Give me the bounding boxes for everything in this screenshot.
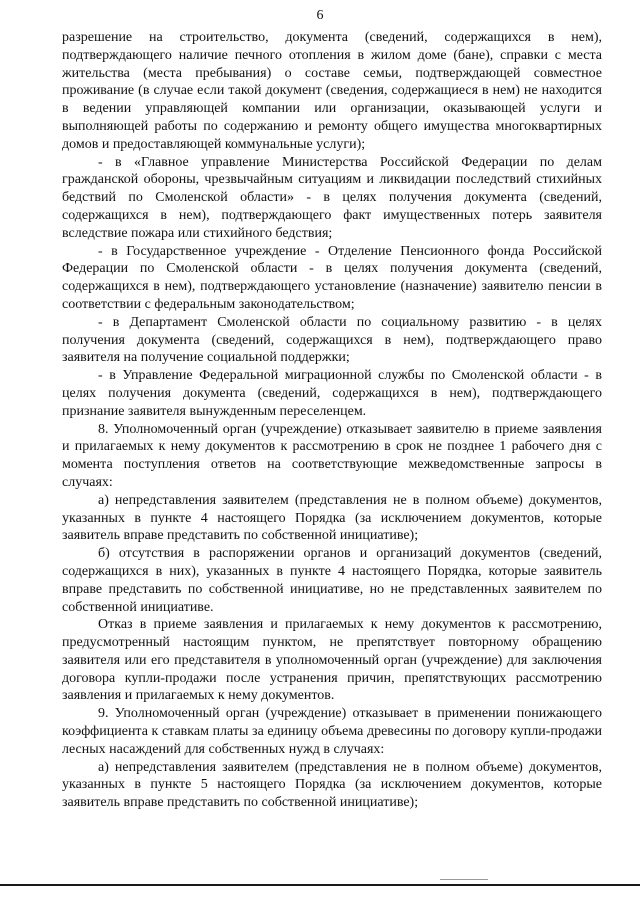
page-bottom-rule <box>0 884 640 886</box>
paragraph-social-department: - в Департамент Смоленской области по социальному развитию - в целях получения документа (сведений, содержащихся в нем), подтверждающего право заявителя на получение социальной поддержки; <box>62 314 602 366</box>
paragraph-refusal-note: Отказ в приеме заявления и прилагаемых к нему документов к рассмотрению, предусмотренный настоящим пунктом, не препятствует повторному обращению заявителя или его представителя в уполномоченный орган (учреждение) для заключения договора купли-продажи после устранения причин, препятствующих рассмотрению заявления и прилагаемых к нему документов. <box>62 617 602 704</box>
paragraph-item-9: 9. Уполномоченный орган (учреждение) отказывает в применении понижающего коэффициента к ставкам платы за единицу объема древесины по договору купли-продажи лесных насаждений для собственных нужд в случаях: <box>62 706 602 757</box>
paragraph-item-9a: а) непредставления заявителем (представления не в полном объеме) документов, указанных в пункте 5 настоящего Порядка (за исключением документов, которые заявитель вправе представить по собственной инициативе); <box>62 759 602 811</box>
paragraph-mchs: - в «Главное управление Министерства Российской Федерации по делам гражданской обороны, чрезвычайным ситуациям и ликвидации последствий стихийных бедствий по Смоленской области» - в целях получения документа (сведений, содержащихся в нем), подтверждающего факт имущественных потерь заявителя вследствие пожара или стихийного бедствия; <box>62 154 602 241</box>
paragraph-migration-service: - в Управление Федеральной миграционной службы по Смоленской области - в целях получения документа (сведений, содержащихся в нем), подтверждающего признание заявителя вынужденным переселенцем. <box>62 368 602 419</box>
paragraph-pension-fund: - в Государственное учреждение - Отделение Пенсионного фонда Российской Федерации по Смоленской области - в целях получения документа (сведений, содержащихся в нем), подтверждающего установление (назначение) заявителю пенсии в соответствии с федеральным законодательством; <box>62 243 602 312</box>
paragraph-item-8b: б) отсутствия в распоряжении органов и организаций документов (сведений, содержащихся в них), указанных в пункте 4 настоящего Порядка, которые заявитель вправе представить по собственной инициативе, но не представленных заявителем по собственной инициативе. <box>62 546 602 615</box>
page-number: 6 <box>316 8 324 23</box>
document-body <box>62 29 602 812</box>
paragraph-continuation: разрешение на строительство, документа (сведений, содержащихся в нем), подтверждающего наличие печного отопления в жилом доме (бане), справки с места жительства (места пребывания) о составе семьи, подтверждающей совместное проживание (в случае если такой документ (сведения, содержащиеся в нем) не находится в ведении управляющей компании или организации, оказывающей услуги и выполняющей работы по содержанию и ремонту общего имущества многоквартирных домов и предоставляющей коммунальные услуги); <box>62 30 602 152</box>
paragraph-item-8a: а) непредставления заявителем (представления не в полном объеме) документов, указанных в пункте 4 настоящего Порядка (за исключением документов, которые заявитель вправе представить по собственной инициативе); <box>62 492 602 544</box>
paragraph-item-8: 8. Уполномоченный орган (учреждение) отказывает заявителю в приеме заявления и прилагаемых к нему документов к рассмотрению в срок не позднее 1 рабочего дня с момента поступления ответов на соответствующие межведомственные запросы в случаях: <box>62 421 602 490</box>
scan-mark <box>440 879 488 880</box>
